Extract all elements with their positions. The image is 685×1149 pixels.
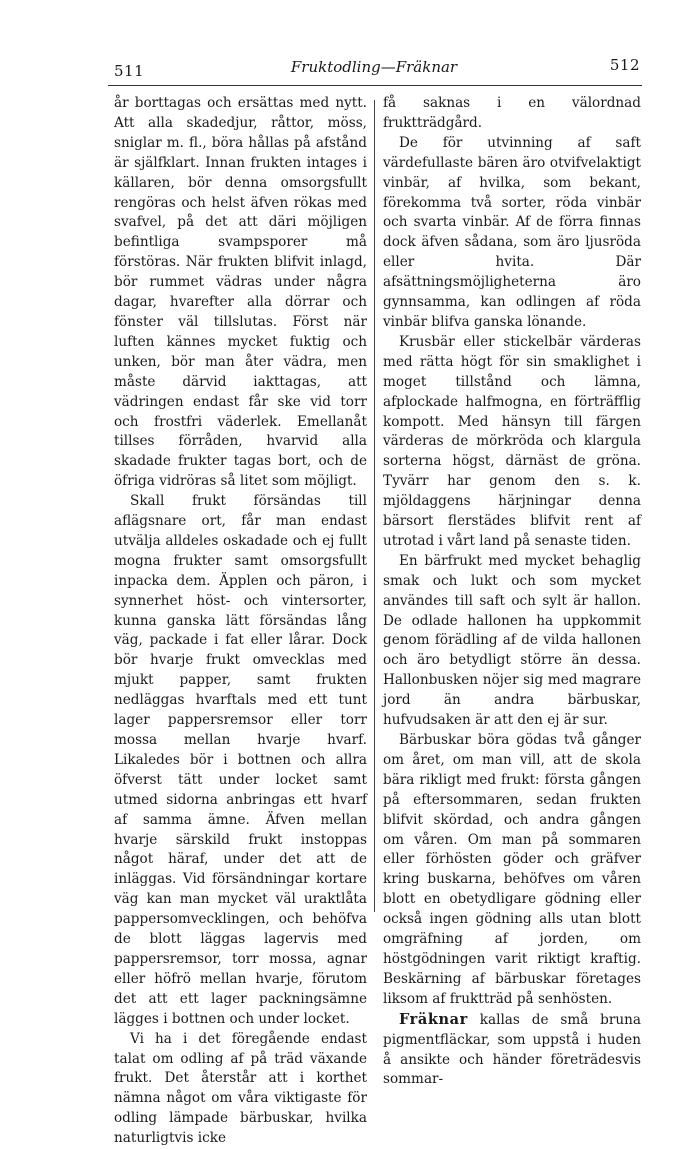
column-divider bbox=[374, 100, 375, 912]
entry-text: kallas de små bruna pigmentfläckar, som uppstå i huden å ansikte och händer företrädesvis sommar- bbox=[383, 1011, 641, 1088]
paragraph: Skall frukt försändas till aflägsnare ort, får man endast utvälja alldeles oskadade och ej fullt mogna frukter samt omsorgsfullt inpacka dem. Äpplen och päron, i synnerhet höst- och vintersorter, kunna ganska lätt försändas lång väg, packade i fat eller lårar. Dock bör hvarje frukt omvecklas med mjukt papper, samt frukten nedläggas hvarftals med ett tunt lager pappersremsor eller torr mossa mellan hvarje hvarf. Likaledes bör i bottnen och allra öfverst tätt under locket samt utmed sidorna anbringas ett hvarf af samma ämne. Äfven mellan hvarje särskild frukt instoppas något häraf, under det att de inläggas. Vid försändningar kortare väg kan man mycket väl uraktlåta pappersomvecklingen, och behöfva de blott läggas lagervis med pappersremsor, torr mossa, agnar eller höfrö mellan hvarje, förutom det att ett lager packningsämne lägges i bottnen och under locket. bbox=[114, 493, 367, 1027]
running-header bbox=[108, 56, 640, 86]
header-rule bbox=[108, 85, 642, 86]
paragraph: år borttagas och ersättas med nytt. Att alla skadedjur, råttor, möss, sniglar m. fl., böra hållas på afstånd är själfklart. Innan frukten intages i källaren, bör denna omsorgsfullt rengöras och helst äfven rökas med svafvel, på det att däri möjligen befintliga svampsporer må förstöras. När frukten blifvit inlagd, bör rummet vädras under några dagar, hvarefter alla dörrar och fönster väl tillslutas. Först när luften kännes mycket fuktig och unken, bör man åter vädra, men måste därvid iakttagas, att vädringen endast får ske vid torr och frostfri väderlek. Emellanåt tillses förråden, hvarvid alla skadade frukter tagas bort, och de öfriga vidröras så litet som möjligt. bbox=[114, 95, 367, 490]
paragraph: De för utvinning af saft värdefullaste bären äro otvifvelaktigt vinbär, af hvilka, som bekant, förekomma två sorter, röda vinbär och svarta vinbär. Af de förra finnas dock äfven sådana, som äro ljusröda eller hvita. Där afsättningsmöjligheterna äro gynnsamma, kan odlingen af röda vinbär blifva ganska lönande. bbox=[383, 134, 641, 330]
page-number-left: 511 bbox=[114, 62, 145, 80]
paragraph: få saknas i en välordnad fruktträdgård. bbox=[383, 95, 641, 131]
paragraph: En bärfrukt med mycket behaglig smak och lukt och som mycket användes till saft och sylt är hallon. De odlade hallonen ha uppkommit genom förädling af de vilda hallonen och äro betydligt större än dessa. Hallonbusken nöjer sig med magrare jord än andra bärbuskar, hufvudsaken är att den ej är sur. bbox=[383, 552, 641, 729]
paragraph: Krusbär eller stickelbär värderas med rätta högt för sin smaklighet i moget tillstånd och lämna, afplockade halfmogna, en förträfflig kompott. Med hänsyn till färgen värderas de mörkröda och klargula sorterna högst, därnäst de gröna. Tyvärr har genom den s. k. mjöldaggens härjningar denna bärsort flerstädes blifvit rent af utrotad i vårt land på senaste tiden. bbox=[383, 333, 641, 549]
entry-headword: Fräknar bbox=[399, 1010, 468, 1028]
paragraph: Vi ha i det föregående endast talat om odling af på träd växande frukt. Det återstår att i korthet nämna något om våra viktigaste för odling lämpade bärbuskar, hvilka naturligtvis icke bbox=[114, 1030, 367, 1147]
page-number-right: 512 bbox=[609, 56, 640, 74]
left-column bbox=[114, 94, 367, 1149]
running-title: Fruktodling—Fräknar bbox=[290, 58, 458, 76]
paragraph: Bärbuskar böra gödas två gånger om året, om man vill, att de skola bära rikligt med frukt: första gången på eftersommaren, sedan frukten blifvit skördad, och andra gången om våren. Om man på sommaren eller förhösten göder och gräfver kring buskarna, behöfves om våren blott en obetydligare gödning eller också ingen gödning alls utan blott omgräfning af jorden, om höstgödningen varit riktigt kraftig. Beskärning af bärbuskar företages liksom af fruktträd på senhösten. bbox=[383, 732, 641, 1007]
dictionary-entry bbox=[383, 1010, 641, 1091]
right-column bbox=[383, 94, 641, 1090]
